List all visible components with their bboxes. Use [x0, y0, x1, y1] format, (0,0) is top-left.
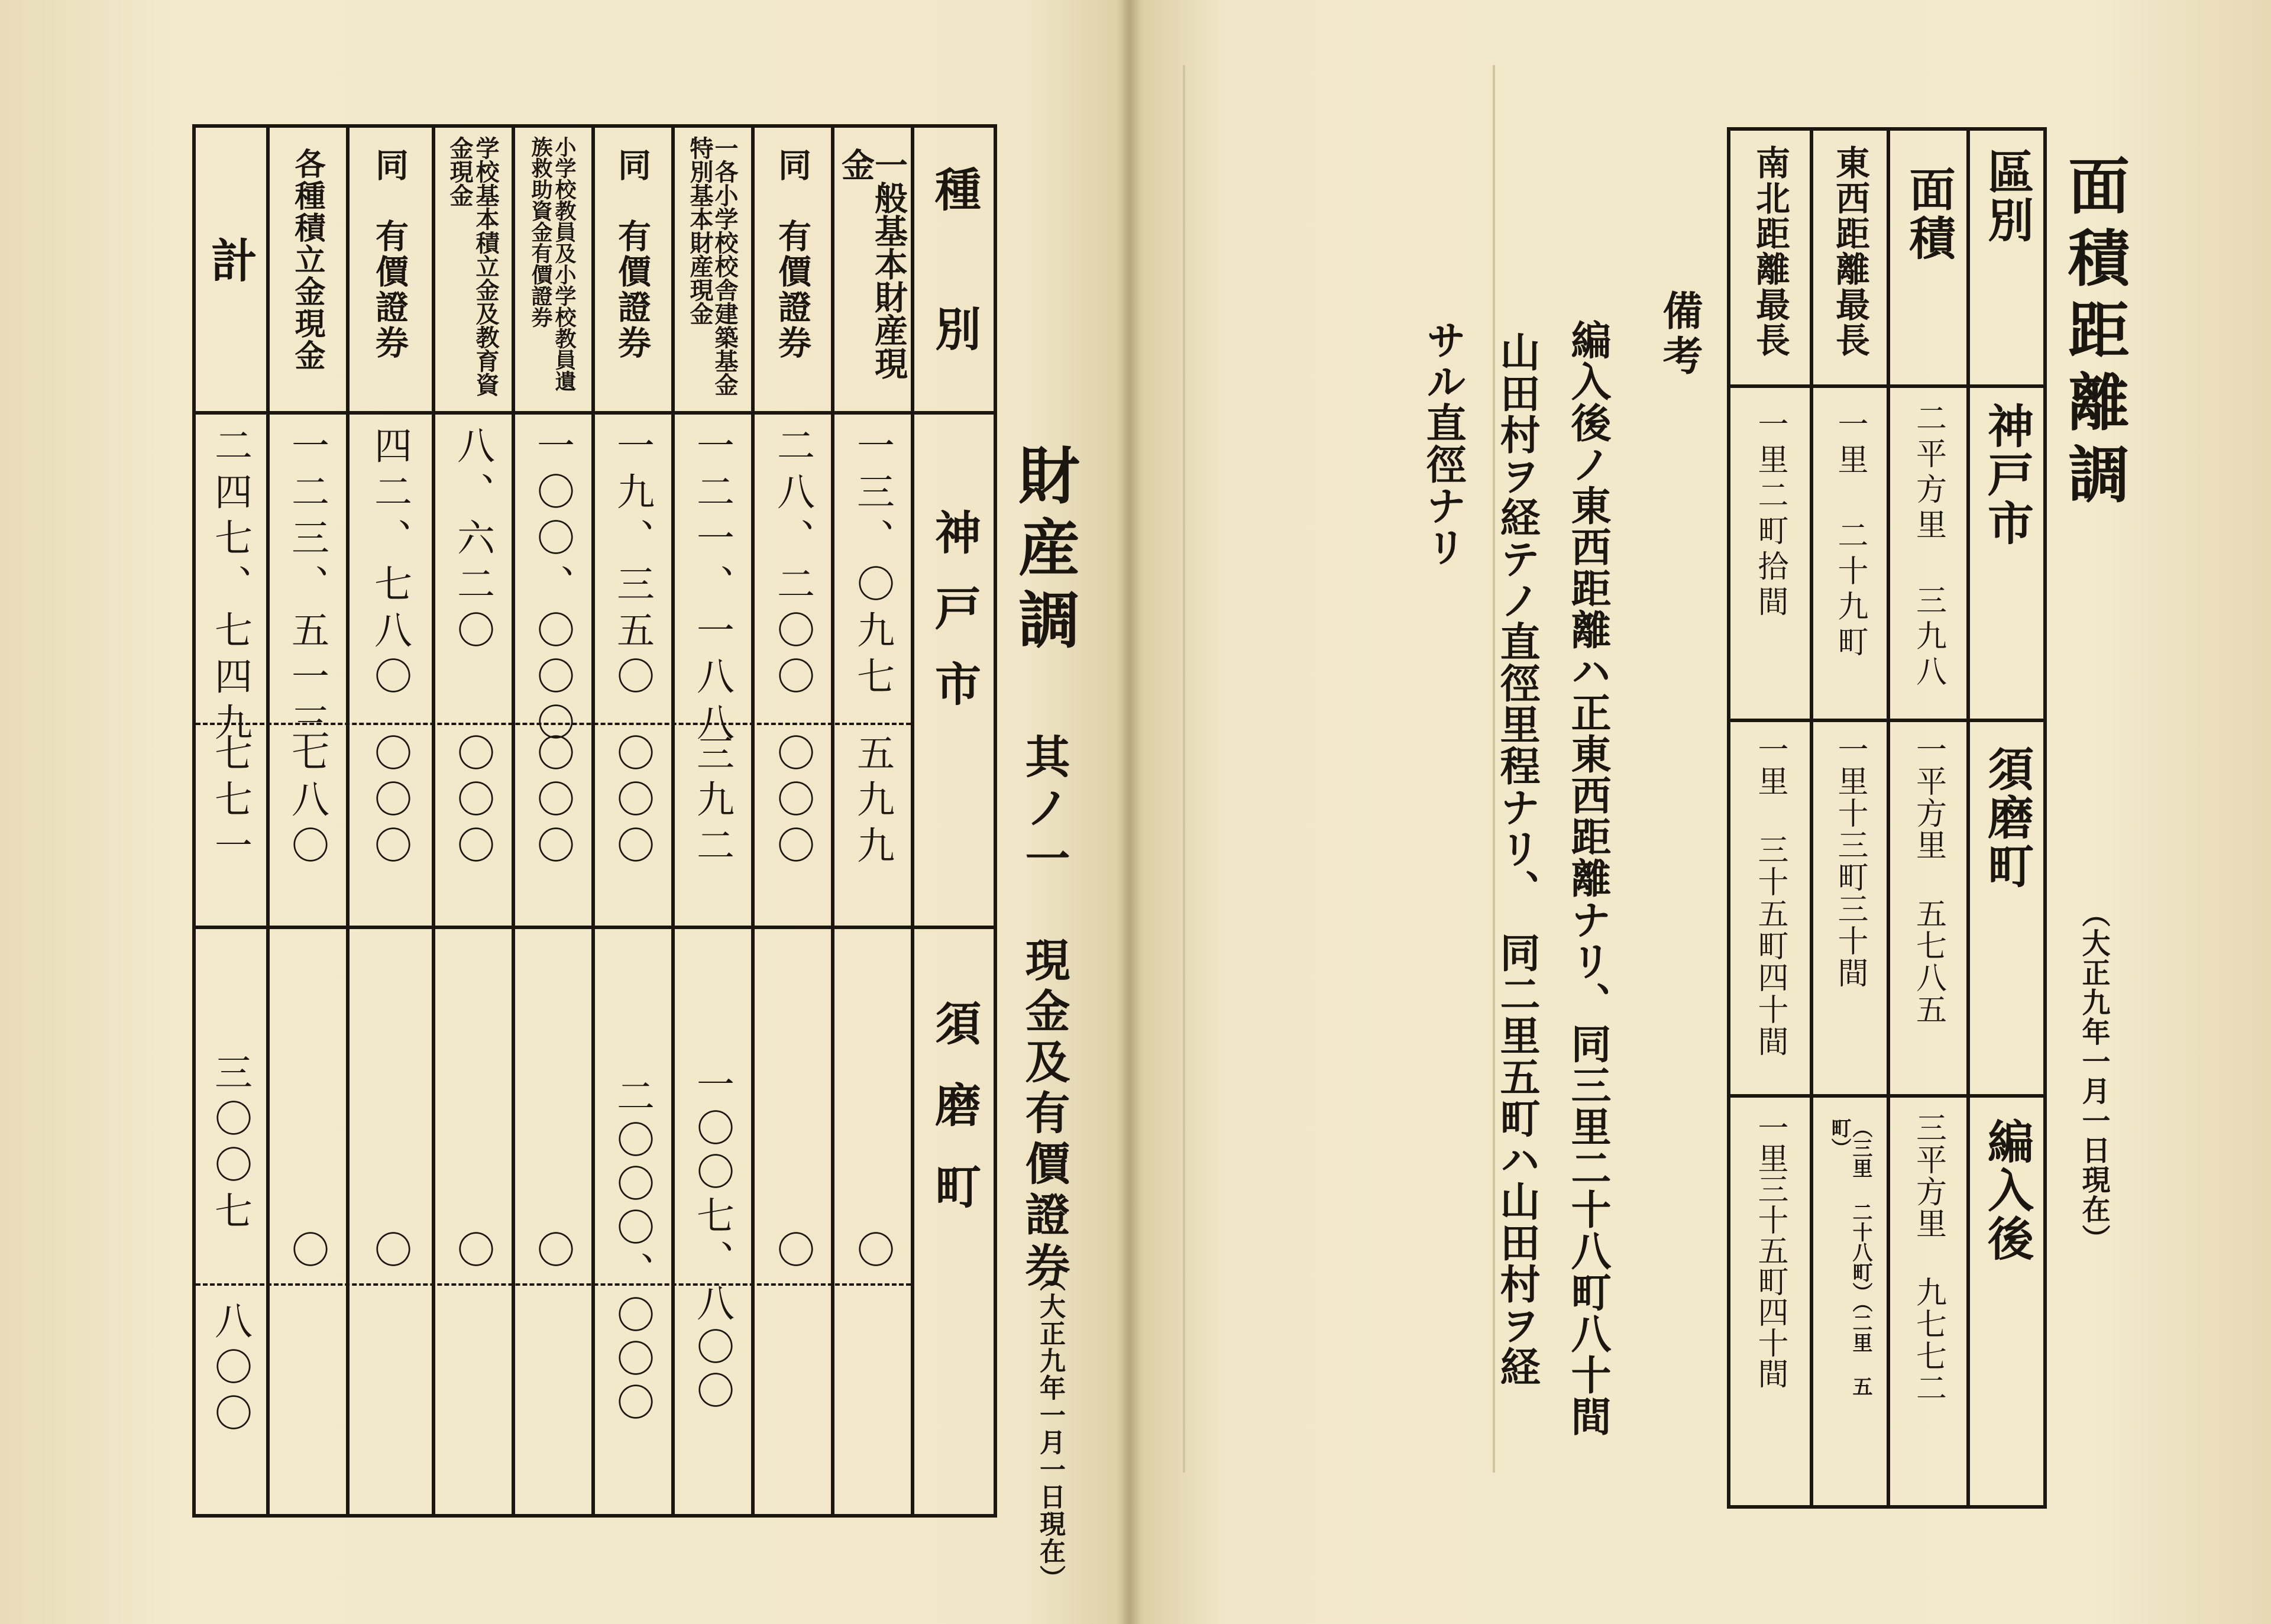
property-subtitle: 其ノ一 現金及有價證券 — [1018, 733, 1070, 1293]
col-suma-header: 須磨町 — [1980, 745, 2034, 891]
header-nanboku-distance: 南北距離最長 — [1750, 145, 1790, 358]
header-tozai-distance: 東西距離最長 — [1830, 145, 1870, 358]
kobe-value-int: 一〇〇、〇〇〇 — [530, 426, 574, 749]
ruled-guideline — [1183, 65, 1495, 1473]
row-label-6: 学校基本積立金及教育資金現金 — [446, 136, 500, 396]
suma-value: 〇 — [285, 1230, 329, 1276]
kobe-value-int: 二八、二〇〇 — [771, 426, 814, 703]
kobe-value-int: 一二三、五一三 — [285, 426, 329, 749]
kobe-value-dec: 三九二 — [690, 733, 734, 872]
row-label-4: 同 有價證券 — [613, 148, 652, 361]
kobe-value-dec: 〇〇〇 — [771, 733, 814, 872]
suma-value: 〇 — [530, 1230, 574, 1276]
remarks-label: 備考 — [1656, 290, 1703, 380]
kobe-value-int: 一三、〇九七 — [850, 426, 894, 703]
kobe-value-int: 八、六二〇 — [451, 426, 494, 656]
property-date-note: （大正九年一月一日現在） — [1035, 1266, 1065, 1592]
after-merge-tozai: （三里 二十八町）（二里 五町） — [1827, 1118, 1872, 1396]
col-after-merge-header: 編入後 — [1980, 1118, 2034, 1263]
after-merge-nanboku: 一里三十五町四十間 — [1752, 1112, 1788, 1389]
remarks-line-2: 山田村ヲ経テノ直徑里程ナリ、 同二里五町ハ山田村ヲ経 — [1493, 331, 1541, 1387]
property-title: 財産調 — [1008, 444, 1080, 660]
row-label-1: 一般基本財産現金 — [836, 148, 908, 380]
suma-value: 二〇〇〇、〇〇〇 — [610, 1076, 654, 1426]
row-label-2: 同 有價證券 — [773, 148, 812, 361]
kobe-value-dec: 〇〇〇 — [610, 733, 654, 872]
suma-area: 一平方里 五七八五 — [1910, 733, 1946, 1025]
kobe-value-dec: 七八〇 — [285, 733, 329, 872]
area-distance-date-note: （大正九年一月一日現在） — [2077, 899, 2110, 1254]
kobe-value-dec: 〇〇〇 — [368, 733, 412, 872]
kobe-value-int: 一九、三五〇 — [610, 426, 654, 703]
area-distance-title: 面積距離調 — [2058, 154, 2130, 515]
suma-total-int: 三〇〇七 — [208, 1053, 252, 1237]
row-label-5: 小学校教員及小学校教員遺族救助資金有價證券 — [528, 136, 577, 392]
row-label-7: 同 有價證券 — [370, 148, 409, 361]
kobe-area: 二平方里 三九八 — [1910, 402, 1946, 691]
remarks-line-3: サル直徑ナリ — [1419, 319, 1467, 568]
col-kobe-header-property: 神戸市 — [927, 509, 981, 736]
kobe-nanboku: 一里二町拾間 — [1752, 408, 1788, 621]
total-label: 計 — [203, 237, 257, 285]
type-header: 種 別 — [927, 166, 981, 375]
kobe-value-int: 一二一、一八八 — [690, 426, 734, 749]
after-merge-area: 三平方里 九七七二 — [1910, 1112, 1946, 1404]
kobe-value-int: 四二、七八〇 — [368, 426, 412, 703]
kobe-value-dec: 〇〇〇 — [451, 733, 494, 872]
suma-value: 〇 — [451, 1230, 494, 1276]
row-label-8: 各種積立金現金 — [289, 148, 325, 371]
col-suma-header-property: 須磨町 — [927, 999, 981, 1244]
suma-nanboku: 一里 三十五町四十間 — [1752, 733, 1788, 1057]
kobe-total-int: 二四七、七四九 — [208, 426, 252, 749]
col-kobe-header: 神戸市 — [1980, 402, 2034, 548]
suma-value: 一〇〇七、八〇〇 — [690, 1065, 734, 1415]
suma-value: 〇 — [368, 1230, 412, 1276]
suma-tozai: 一里十三町三十間 — [1832, 733, 1868, 989]
kobe-tozai: 一里 二十九町 — [1832, 408, 1868, 661]
book-fold — [1117, 0, 1140, 1624]
row-label-3: 一各小学校校舎建築基金特別基本財産現金 — [686, 136, 739, 396]
kobe-value-dec: 五九九 — [850, 733, 894, 872]
suma-value: 〇 — [771, 1230, 814, 1276]
remarks-line-1: 編入後ノ東西距離ハ正東西距離ナリ、同三里二十八町八十間 — [1564, 319, 1612, 1437]
kobe-total-dec: 七七一 — [208, 733, 252, 872]
header-kubetsu: 區別 — [1980, 148, 2034, 245]
suma-total-dec: 八〇〇 — [208, 1301, 252, 1439]
header-menseki: 面積 — [1901, 166, 1956, 263]
kobe-value-dec: 〇〇〇 — [530, 733, 574, 872]
suma-value: 〇 — [850, 1230, 894, 1276]
